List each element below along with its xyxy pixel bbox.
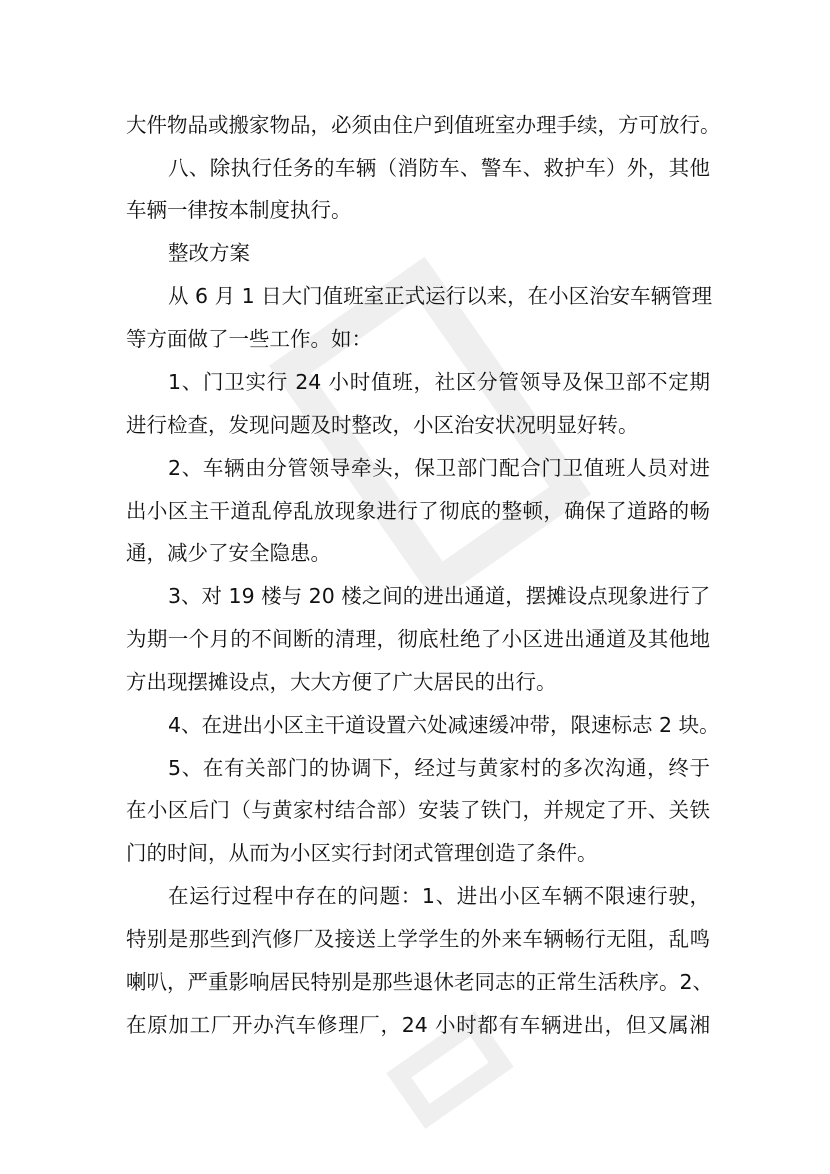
text-line: 等方面做了一些工作。如： [126,327,372,351]
text-line: 在运行过程中存在的问题：1、进出小区车辆不限速行驶， [168,884,710,908]
text-line: 方出现摆摊设点，大大方便了广大居民的出行。 [126,670,557,694]
text-line: 从 6 月 1 日大门值班室正式运行以来，在小区治安车辆管理 [168,284,713,308]
text-line: 出小区主干道乱停乱放现象进行了彻底的整顿，确保了道路的畅 [126,499,710,523]
text-line: 3、对 19 楼与 20 楼之间的进出通道，摆摊设点现象进行了 [168,584,711,608]
text-line: 门的时间，从而为小区实行封闭式管理创造了条件。 [126,841,598,865]
text-line: 5、在有关部门的协调下，经过与黄家村的多次沟通，终于 [168,756,710,780]
text-line: 2、车辆由分管领导牵头，保卫部门配合门卫值班人员对进 [168,456,710,480]
text-line: 车辆一律按本制度执行。 [126,198,352,222]
text-line: 为期一个月的不间断的清理，彻底杜绝了小区进出通道及其他地 [126,627,710,651]
text-line: 特别是那些到汽修厂及接送上学学生的外来车辆畅行无阻，乱鸣 [126,927,710,951]
text-line: 喇叭，严重影响居民特别是那些退休老同志的正常生活秩序。2、 [126,970,714,994]
text-line: 4、在进出小区主干道设置六处减速缓冲带，限速标志 2 块。 [168,713,720,737]
text-line: 在原加工厂开办汽车修理厂，24 小时都有车辆进出，但又属湘 [126,1013,710,1037]
text-line: 八、除执行任务的车辆（消防车、警车、救护车）外，其他 [168,156,710,180]
text-line: 1、门卫实行 24 小时值班，社区分管领导及保卫部不定期 [168,370,710,394]
text-line: 通，减少了安全隐患。 [126,541,331,565]
section-heading: 整改方案 [168,241,250,265]
text-line: 进行检查，发现问题及时整改，小区治安状况明显好转。 [126,413,639,437]
text-line: 在小区后门（与黄家村结合部）安装了铁门，并规定了开、关铁 [126,798,710,822]
text-line: 大件物品或搬家物品，必须由住户到值班室办理手续，方可放行。 [126,113,721,137]
